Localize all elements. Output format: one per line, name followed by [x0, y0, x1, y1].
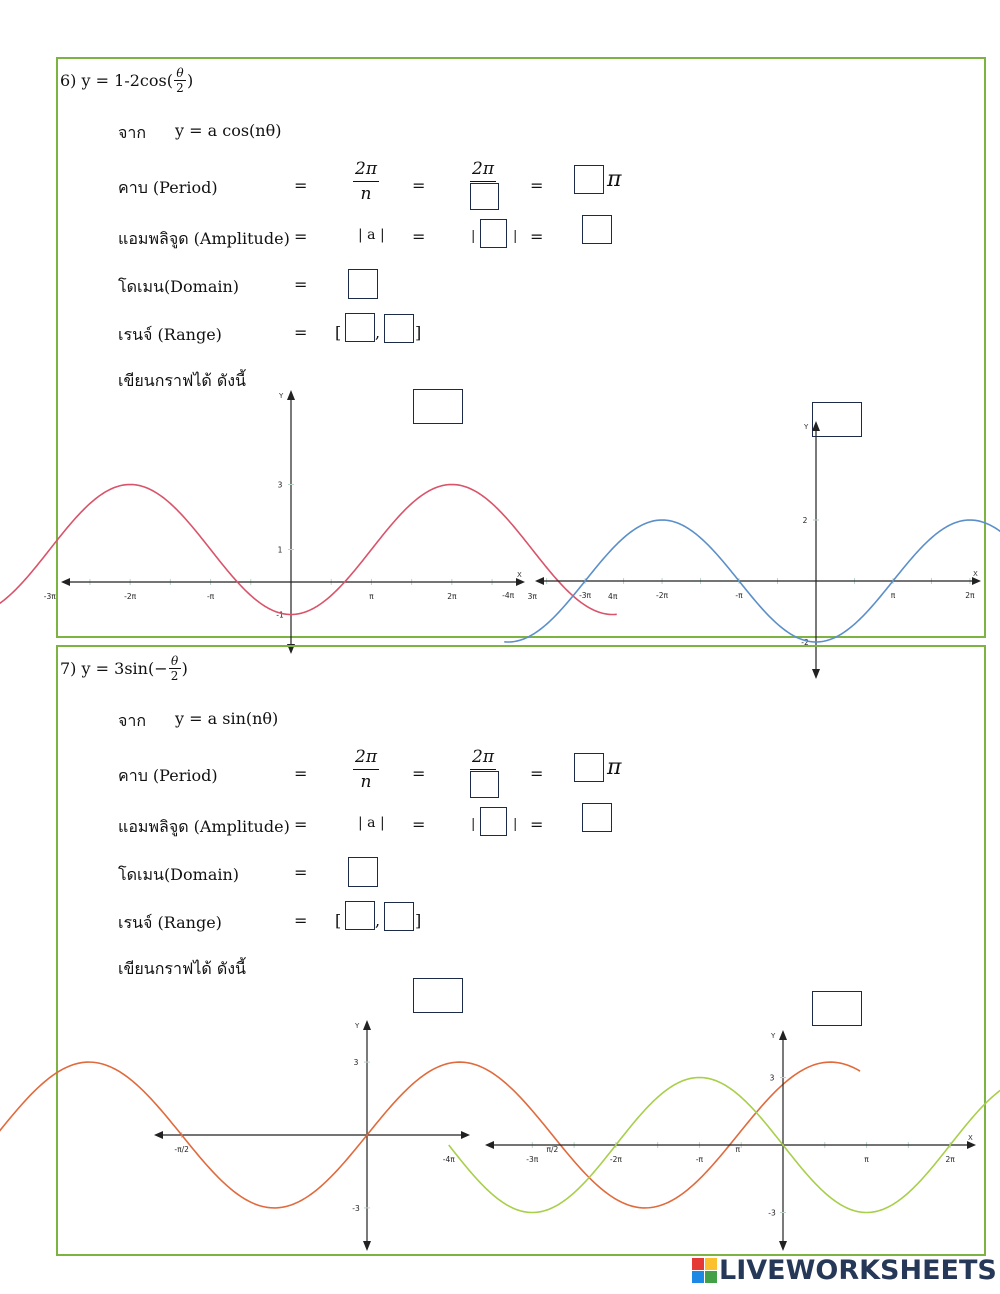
x-tick-label: -4π	[442, 1155, 455, 1164]
x-axis-arrow-left	[61, 578, 70, 586]
x-tick-label: 2π	[447, 592, 457, 601]
x-tick-label: -2π	[656, 591, 669, 600]
x-tick-label: π	[890, 591, 896, 600]
comma: ,	[375, 911, 381, 930]
y-axis-arrow-down	[779, 1241, 787, 1251]
two-pi-over-blank: 2π	[470, 747, 496, 772]
x-tick-label: -π	[735, 591, 743, 600]
graph-p7-a	[154, 1015, 740, 1255]
y-axis-arrow-up	[779, 1030, 787, 1040]
domain-input[interactable]	[348, 857, 378, 887]
period-answer-input[interactable]	[574, 753, 604, 782]
amplitude-label: แอมพลิจูด (Amplitude)	[118, 229, 290, 248]
pi-symbol: π	[607, 167, 622, 192]
series-line	[0, 485, 617, 615]
x-axis-label: X	[517, 571, 522, 579]
two-pi-over-n: 2π n	[355, 159, 377, 204]
y-axis-arrow-up	[812, 421, 820, 431]
x-tick-label: -3π	[526, 1155, 539, 1164]
range-max-input[interactable]	[384, 314, 414, 343]
brand-logo	[692, 1255, 997, 1286]
theta-over-2: $\frac{\theta}{2}$	[174, 67, 186, 94]
equals-sign: =	[294, 176, 308, 195]
equals-sign: =	[294, 863, 308, 882]
problem-7-title	[60, 655, 188, 682]
equals-sign: =	[530, 176, 544, 195]
period-label: คาบ (Period)	[118, 766, 218, 785]
abs-a: | a |	[358, 815, 385, 831]
comma: ,	[375, 323, 381, 342]
abs-a: | a |	[358, 227, 385, 243]
problem-number: 6)	[60, 71, 77, 90]
equals-sign: =	[294, 764, 308, 783]
equals-sign: =	[294, 911, 308, 930]
x-axis-arrow-left	[535, 577, 544, 585]
brand-logo-icon	[692, 1258, 717, 1283]
x-tick-label: -3π	[43, 592, 56, 601]
period-denominator-input[interactable]	[470, 771, 499, 798]
amplitude-label: แอมพลิจูด (Amplitude)	[118, 817, 290, 836]
x-tick-label: -π	[206, 592, 215, 601]
equals-sign: =	[412, 176, 426, 195]
problem-number: 7)	[60, 659, 77, 678]
y-axis-arrow-up	[287, 390, 295, 400]
x-axis-arrow-left	[485, 1141, 494, 1149]
x-axis-arrow-right	[461, 1131, 470, 1139]
equals-sign: =	[530, 227, 544, 246]
equation-suffix: )	[186, 71, 194, 90]
x-tick-label: -3π	[579, 591, 592, 600]
y-axis-label: Y	[804, 423, 809, 431]
x-tick-label: π/2	[546, 1145, 559, 1154]
graph-p6-b	[502, 421, 983, 647]
two-pi-over-n: 2π n	[355, 747, 377, 792]
y-axis-arrow-up	[363, 1020, 371, 1030]
y-axis-arrow-down	[363, 1241, 371, 1251]
y-axis-label: Y	[279, 392, 284, 400]
x-axis-arrow-right	[972, 577, 981, 585]
problem-7-panel	[56, 645, 986, 1256]
right-bracket: ]	[415, 323, 422, 342]
equals-sign: =	[412, 764, 426, 783]
equation-prefix: y = 1-2cos(	[81, 71, 173, 90]
x-axis-arrow-right	[516, 578, 525, 586]
y-tick-label: 3	[769, 1073, 775, 1083]
theta-over-2: $\frac{\theta}{2}$	[169, 655, 181, 682]
x-tick-label: π	[864, 1155, 869, 1164]
y-tick-label: 3	[277, 480, 283, 490]
y-tick-label: 2	[802, 516, 808, 525]
y-tick-label: 3	[353, 1058, 359, 1068]
domain-label: โดเมน(Domain)	[118, 865, 240, 884]
graph-label: เขียนกราฟได้ ดังนี้	[118, 371, 246, 390]
abs-bar-right: |	[513, 229, 518, 244]
range-min-input[interactable]	[345, 313, 375, 342]
y-tick-label: -1	[276, 610, 284, 620]
period-label: คาบ (Period)	[118, 178, 218, 197]
x-tick-label: 4π	[608, 592, 618, 601]
x-tick-label: -2π	[124, 592, 137, 601]
equals-sign: =	[412, 227, 426, 246]
y-axis-label: Y	[355, 1022, 360, 1030]
x-tick-label: π	[735, 1145, 740, 1154]
x-axis-arrow-right	[967, 1141, 976, 1149]
abs-bar-right: |	[513, 817, 518, 832]
abs-bar-left: |	[471, 229, 476, 244]
amplitude-answer-input[interactable]	[582, 803, 612, 832]
x-tick-label: π	[369, 592, 374, 601]
left-bracket: [	[335, 323, 342, 342]
x-tick-label: 2π	[965, 591, 975, 600]
range-min-input[interactable]	[345, 901, 375, 930]
x-tick-label: 2π	[945, 1155, 955, 1164]
brand-name: LIVEWORKSHEETS	[719, 1255, 997, 1286]
x-tick-label: -π/2	[174, 1145, 189, 1154]
period-answer-input[interactable]	[574, 165, 604, 194]
domain-label: โดเมน(Domain)	[118, 277, 240, 296]
graph-a-choice-box[interactable]	[413, 978, 463, 1013]
problem-6-panel	[43, 57, 986, 647]
two-pi-over-blank: 2π	[470, 159, 496, 184]
equation-suffix: )	[181, 659, 188, 678]
x-axis-label: X	[968, 1134, 973, 1142]
abs-bar-left: |	[471, 817, 476, 832]
x-tick-label: -4π	[502, 591, 515, 600]
equals-sign: =	[412, 815, 426, 834]
equals-sign: =	[294, 227, 308, 246]
graph-label: เขียนกราฟได้ ดังนี้	[118, 959, 246, 978]
left-bracket: [	[335, 911, 342, 930]
amplitude-abs-input[interactable]	[480, 219, 507, 248]
equals-sign: =	[294, 323, 308, 342]
range-label: เรนจ์ (Range)	[118, 913, 222, 932]
from-label: จาก	[118, 123, 147, 142]
right-bracket: ]	[415, 911, 422, 930]
y-tick-label: 1	[277, 545, 283, 555]
x-tick-label: 3π	[527, 592, 537, 601]
equals-sign: =	[530, 764, 544, 783]
equals-sign: =	[530, 815, 544, 834]
y-tick-label: -2	[801, 638, 809, 647]
general-form: y = a sin(nθ)	[175, 709, 279, 728]
graph-p7-b	[442, 1025, 978, 1255]
equals-sign: =	[294, 275, 308, 294]
amplitude-answer-input[interactable]	[582, 215, 612, 244]
range-label: เรนจ์ (Range)	[118, 325, 222, 344]
x-axis-label: X	[973, 570, 978, 578]
from-label: จาก	[118, 711, 147, 730]
problem-6-title	[60, 67, 193, 94]
y-axis-label: Y	[771, 1032, 776, 1040]
general-form: y = a cos(nθ)	[175, 121, 282, 140]
domain-input[interactable]	[348, 269, 378, 299]
y-tick-label: -3	[352, 1203, 360, 1213]
graph-b-choice-box[interactable]	[812, 991, 862, 1026]
equals-sign: =	[294, 815, 308, 834]
y-tick-label: -3	[768, 1208, 776, 1218]
x-tick-label: -2π	[609, 1155, 622, 1164]
graph-p6-a	[43, 384, 618, 620]
range-max-input[interactable]	[384, 902, 414, 931]
period-denominator-input[interactable]	[470, 183, 499, 210]
pi-symbol: π	[607, 755, 622, 780]
equation-prefix: y = 3sin(−	[81, 659, 168, 678]
x-tick-label: -π	[695, 1155, 704, 1164]
amplitude-abs-input[interactable]	[480, 807, 507, 836]
x-axis-arrow-left	[154, 1131, 163, 1139]
